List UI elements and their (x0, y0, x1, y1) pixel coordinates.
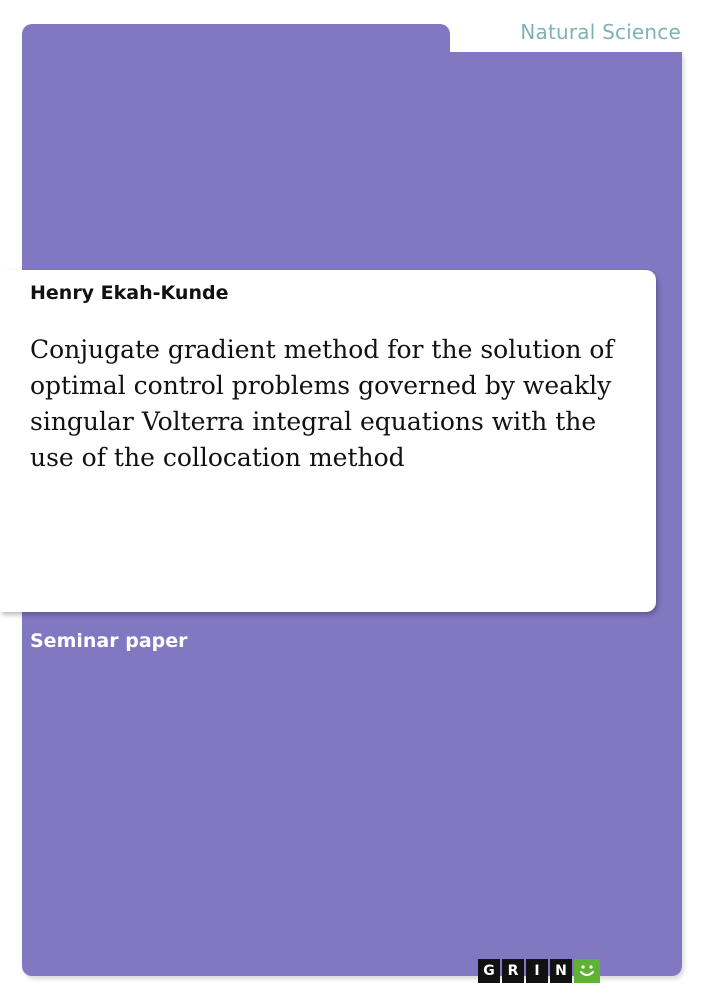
document-type: Seminar paper (30, 630, 188, 652)
book-title: Conjugate gradient method for the solution of optimal control problems governed by weakly singular Volterra integral equations with the use of the collocation method (30, 335, 614, 472)
category-label: Natural Science (520, 20, 681, 44)
logo-letter-i: I (526, 959, 548, 983)
title-panel (0, 270, 656, 612)
smiley-icon (574, 959, 600, 983)
grin-logo (478, 959, 600, 983)
logo-letter-r: R (502, 959, 524, 983)
logo-letter-n: N (550, 959, 572, 983)
logo-letter-g: G (478, 959, 500, 983)
author-name: Henry Ekah-Kunde (30, 282, 229, 304)
